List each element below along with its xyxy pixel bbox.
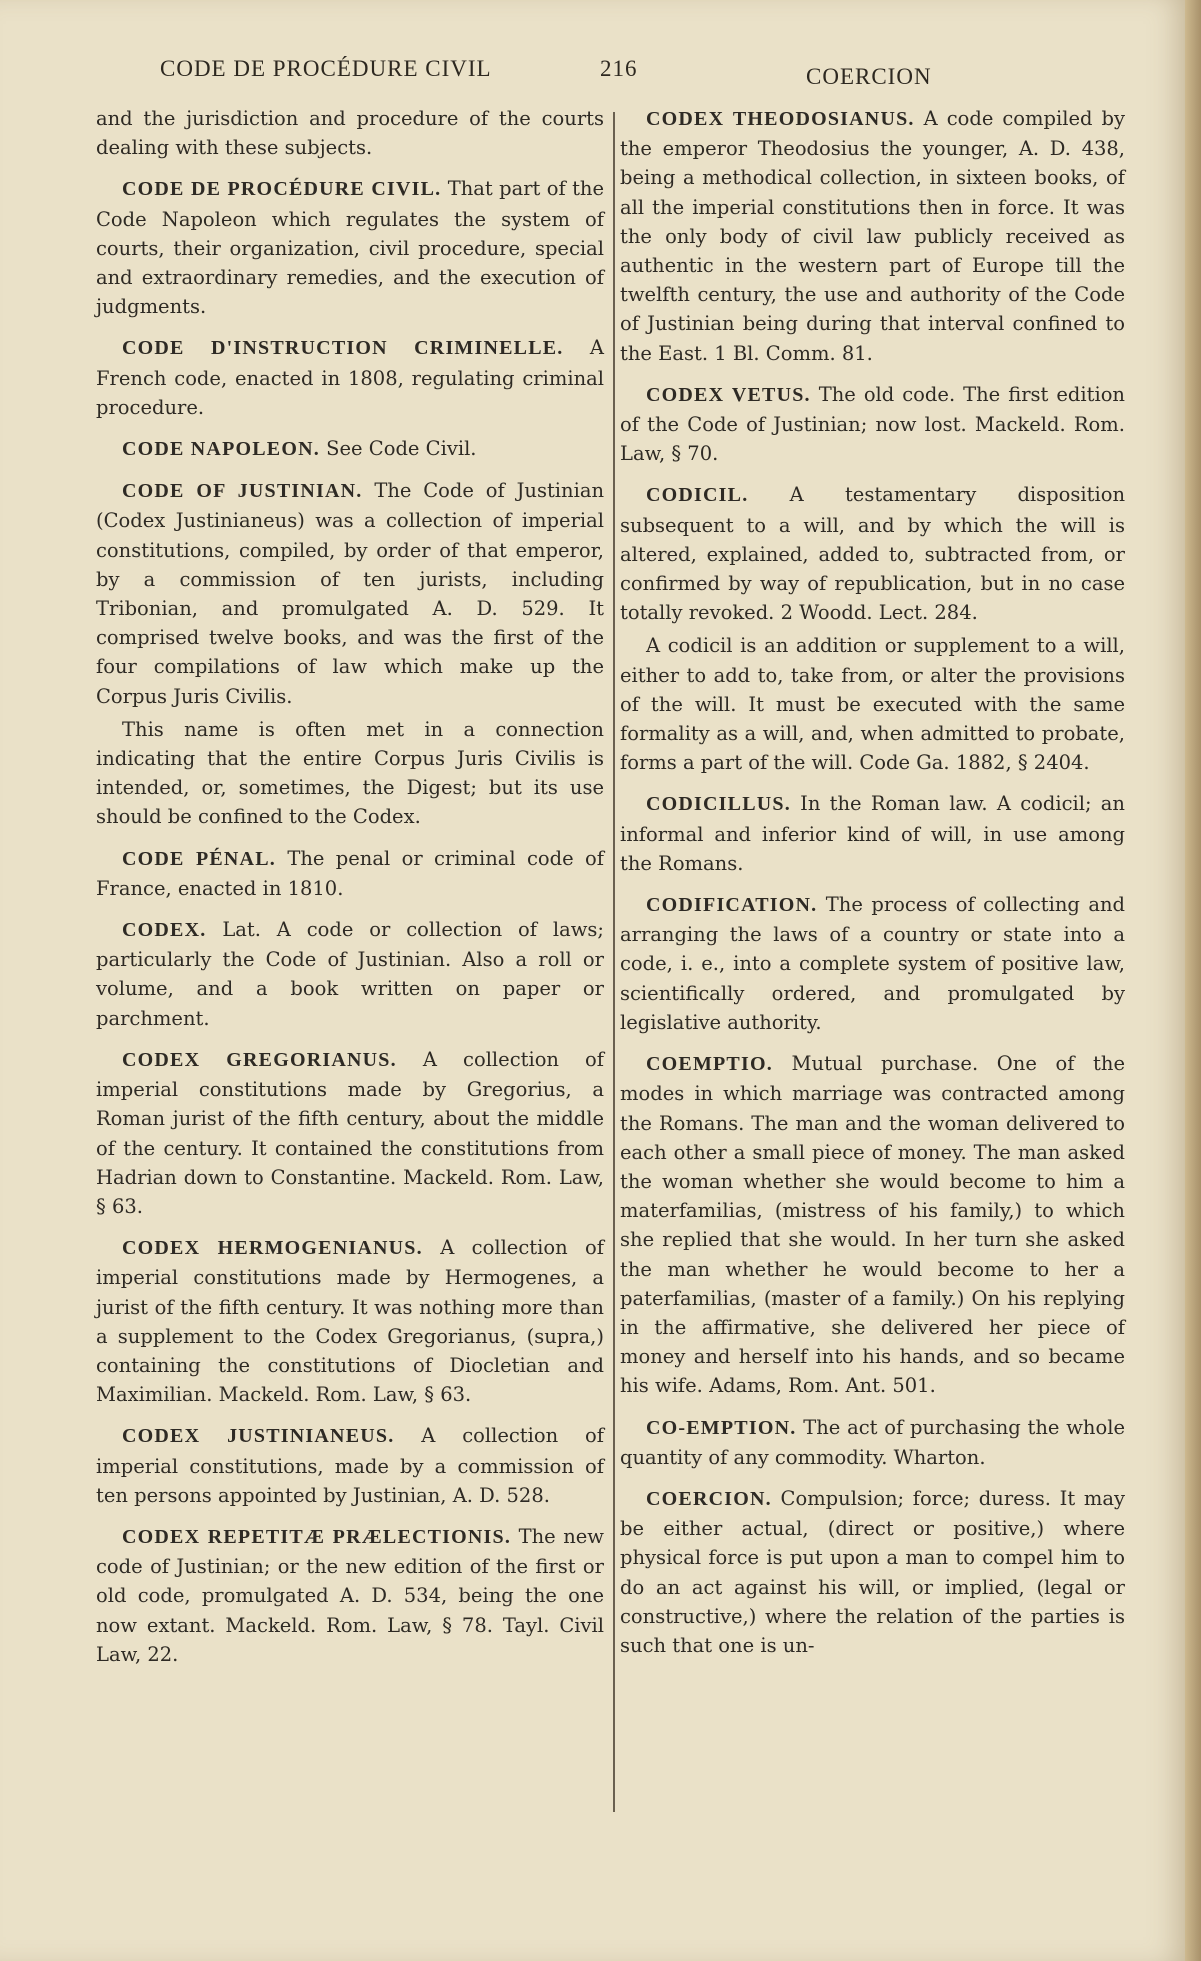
definition-paragraph: A codicil is an addition or supplement to a will, either to add to, take from, or alter the provisions of the will. It must be executed with the same formality as a will, and, when admitted to probate, forms a part of the will. Code Ga. 1882, § 2404. [620,634,1125,775]
headword: CODEX JUSTINIANEUS. [122,1425,395,1448]
entry-continuation [96,104,604,162]
running-header [160,56,950,90]
definition: The Code of Justinian (Codex Justinianeus) was a collection of imperial constitutions, compiled, by order of that emperor, by a commission of ten jurists, including Tribonian, and promulgated A. D. 529. It comprised twelve books, and was the first of the four compilations of law which make up the Corpus Juris Civilis. [96,479,605,708]
definition: Lat. A code or collection of laws; particularly the Code of Justinian. Also a roll or volume, and a book written on paper or parchment. [96,918,604,1030]
page-number: 216 [600,56,638,81]
entry [96,1233,604,1409]
entry [96,174,604,321]
entry [96,1421,604,1510]
entry [620,104,1125,368]
definition: A collection of imperial constitutions made by Hermogenes, a jurist of the fifth century. It was nothing more than a supplement to the Codex Gregorianus, (supra,) containing the constitutions of Diocletian and Maximilian. Mackeld. Rom. Law, § 63. [96,1236,604,1407]
left-column [96,104,604,1681]
entry [620,480,1125,777]
entry [96,434,604,464]
definition: A testamentary disposition subsequent to a will, and by which the will is altered, explained, added to, subtracted from, or confirmed by way of republication, but in no case totally revoked. 2 Woodd. Lect. 284. [620,483,1126,625]
entry [96,333,604,422]
definition: A collection of imperial constitutions made by Gregorius, a Roman jurist of the fifth century, about the middle of the century. It contained the constitutions from Hadrian down to Constantine. Mackeld. Rom. Law, § 63. [96,1047,605,1218]
headword: CODEX VETUS. [646,383,811,406]
entry [96,1045,604,1221]
entry [620,789,1125,878]
headword: CODE NAPOLEON. [122,438,320,461]
definition: See Code Civil. [326,437,477,461]
entry [96,1522,604,1669]
entry [620,380,1125,469]
headword: CODE DE PROCÉDURE CIVIL. [122,178,442,201]
definition-paragraph: This name is often met in a connection indicating that the entire Corpus Juris Civilis is intended, or, sometimes, the Digest; but its use should be confined to the Codex. [96,717,604,829]
headword: CODEX HERMOGENIANUS. [122,1237,423,1260]
entry [620,1413,1125,1472]
headword: CODIFICATION. [646,894,818,917]
headword: CODEX GREGORIANUS. [122,1048,397,1071]
definition: The act of purchasing the whole quantity of any commodity. Wharton. [620,1415,1125,1469]
column-divider [613,112,615,1812]
entry [620,1049,1125,1400]
entry [620,890,1125,1037]
definition: A collection of imperial constitutions, made by a commission of ten persons appointed by Justinian, A. D. 528. [96,1424,604,1507]
headword: CODEX REPETITÆ PRÆLECTIONIS. [122,1525,512,1548]
definition: That part of the Code Napoleon which regulates the system of courts, their organization, civil procedure, special and extraordinary remedies, and the execution of judgments. [96,177,605,319]
headword: COEMPTIO. [646,1053,773,1076]
headword: CODICILLUS. [646,793,791,816]
entry [96,844,604,903]
header-left-guideword: CODE DE PROCÉDURE CIVIL [160,56,492,81]
entry [620,1484,1125,1660]
definition: Mutual purchase. One of the modes in which marriage was contracted among the Romans. The man and the woman delivered to each other a small piece of money. The man asked the woman whether she would become to him a materfamilias, (mistress of his family,) to which she replied that she would. In her turn she asked the man whether he would become to her a paterfamilias, (master of a family.) On his replying in the affirmative, she delivered her piece of money and herself into his hands, and so became his wife. Adams, Rom. Ant. 501. [620,1052,1125,1398]
definition: The penal or criminal code of France, enacted in 1810. [96,846,604,900]
headword: CODEX. [122,919,207,942]
definition: In the Roman law. A codicil; an informal and inferior kind of will, in use among the Romans. [620,792,1125,875]
headword: CO-EMPTION. [646,1416,797,1439]
headword: CODICIL. [646,484,749,507]
definition: The old code. The first edition of the Code of Justinian; now lost. Mackeld. Rom. Law, § 70. [620,382,1125,466]
headword: CODEX THEODOSIANUS. [646,108,915,130]
headword: CODE D'INSTRUCTION CRIMINELLE. [122,337,564,360]
header-right-guideword: COERCION [806,64,932,89]
entry [96,476,604,831]
entry [96,915,604,1033]
definition: Compulsion; force; duress. It may be either actual, (direct or positive,) where physical force is put upon a man to compel him to do an act against his will, or implied, (legal or constructive,) where the relation of the parties is such that one is un- [620,1486,1126,1657]
continuation-text: and the jurisdiction and procedure of the courts dealing with these subjects. [96,107,604,160]
headword: CODE OF JUSTINIAN. [122,480,363,503]
headword: CODE PÉNAL. [122,847,276,870]
headword: COERCION. [646,1487,772,1510]
definition: The new code of Justinian; or the new edition of the first or old code, promulgated A. D. 534, being the one now extant. Mackeld. Rom. Law, § 78. Tayl. Civil Law, 22. [96,1524,604,1666]
page-edge [1185,0,1201,1961]
definition: A code compiled by the emperor Theodosius the younger, A. D. 438, being a methodical collection, in sixteen books, of all the imperial constitutions then in force. It was the only body of civil law publicly received as authentic in the western part of Europe till the twelfth century, the use and authority of the Code of Justinian being during that interval confined to the East. 1 Bl. Comm. 81. [620,107,1125,365]
definition: A French code, enacted in 1808, regulating criminal procedure. [96,336,605,419]
definition: The process of collecting and arranging the laws of a country or state into a code, i. e., into a complete system of positive law, scientifically ordered, and promulgated by legislative authority. [620,893,1125,1034]
right-column [620,104,1125,1672]
